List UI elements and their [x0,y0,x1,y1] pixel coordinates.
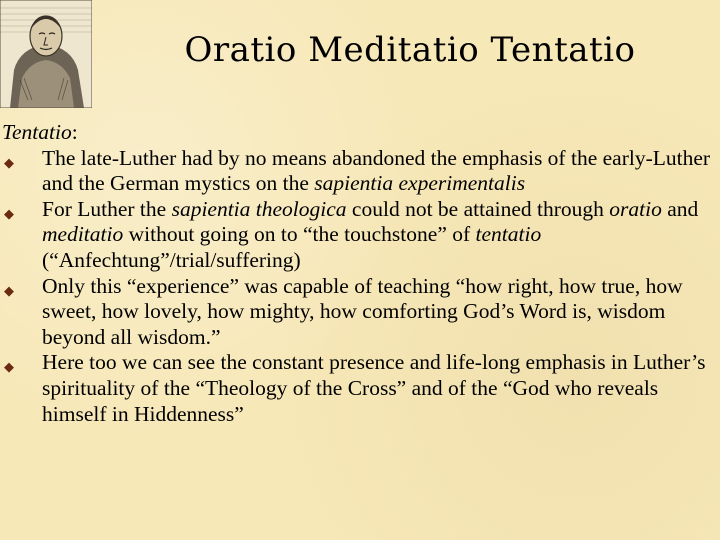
bullet-italic-text: tentatio [475,222,542,247]
section-heading: Tentatio [2,120,72,144]
bullet-text: For Luther the [42,196,172,221]
diamond-bullet-icon: ◆ [4,282,14,298]
section-heading-line [2,120,712,146]
bullet-list [2,146,712,428]
bullet-text: (“Anfechtung”/trial/suffering) [42,247,301,272]
slide-body [2,120,712,427]
bullet-item [2,350,712,427]
bullet-text: could not be attained through [346,196,610,221]
bullet-item [2,274,712,351]
bullet-italic-text: sapientia theologica [171,196,347,221]
section-heading-colon: : [71,120,78,144]
bullet-text: Here too we can see the constant presence and life-long emphasis in Luther’s spirituality of the “Theology of the Cross” and of the “God who reveals himself in Hiddenness” [42,350,706,426]
bullet-item [2,197,712,274]
bullet-text: The late-Luther had by no means abandoned the emphasis of the early-Luther and the German mystics on the [42,145,711,196]
diamond-bullet-icon: ◆ [4,359,14,375]
slide-title: Oratio Meditatio Tentatio [184,30,636,70]
bullet-text: Only this “experience” was capable of teaching “how right, how true, how sweet, how lovely, how mighty, how comforting God’s Word is, wisdom beyond all wisdom.” [42,273,683,349]
bullet-italic-text: oratio [609,196,662,221]
diamond-bullet-icon: ◆ [4,154,14,170]
bullet-italic-text: sapientia experimentalis [314,171,526,196]
bullet-italic-text: meditatio [42,222,124,247]
bullet-text: without going on to “the touchstone” of [123,222,476,247]
luther-portrait-image [0,0,92,108]
portrait-engraving-icon [0,0,92,108]
bullet-item [2,146,712,197]
diamond-bullet-icon: ◆ [4,205,14,221]
bullet-text: and [661,196,699,221]
